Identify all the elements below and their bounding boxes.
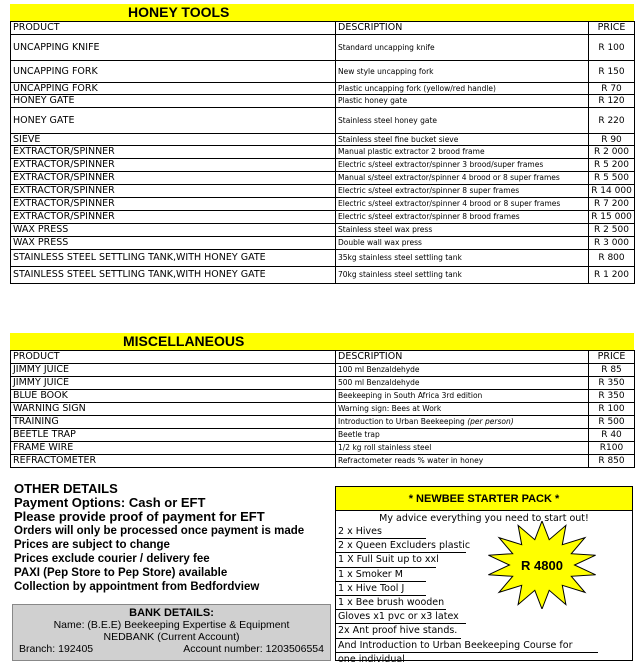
description-text: Beetle trap <box>338 430 380 439</box>
table-row <box>11 211 635 224</box>
miscellaneous-banner <box>10 333 634 350</box>
bank-details <box>12 604 331 661</box>
price-cell: R 800 <box>589 250 635 267</box>
table-row <box>11 35 635 61</box>
starter-pack-item: And Introduction to Urban Beekeeping Course for <box>336 639 598 653</box>
description-cell <box>336 390 589 403</box>
table-header-row <box>11 22 635 35</box>
starter-pack-item: one individual <box>338 653 405 665</box>
bank-branch: Branch: 192405 <box>19 643 94 655</box>
description-text: Introduction to Urban Beekeeping <box>338 417 465 426</box>
description-text: Refractometer reads % water in honey <box>338 456 484 465</box>
bank-details-title: BANK DETAILS: <box>129 607 214 619</box>
description-text: Manual s/steel extractor/spinner 4 brood or 8 super frames <box>338 173 560 182</box>
description-text: 1/2 kg roll stainless steel <box>338 443 432 452</box>
description-cell <box>336 198 589 211</box>
column-header: PRICE <box>589 22 635 35</box>
description-text: Warning sign: Bees at Work <box>338 404 442 413</box>
courier-fee-note: Prices exclude courier / delivery fee <box>14 553 210 565</box>
price-cell: R 350 <box>589 377 635 390</box>
description-text: 35kg stainless steel settling tank <box>338 253 462 262</box>
price-cell: R 85 <box>589 364 635 377</box>
table-row <box>11 185 635 198</box>
price-cell: R 2 000 <box>589 146 635 159</box>
description-text: 100 ml Benzaldehyde <box>338 365 420 374</box>
price-cell: R 2 500 <box>589 224 635 237</box>
table-header-row <box>11 351 635 364</box>
description-cell <box>336 211 589 224</box>
description-cell <box>336 224 589 237</box>
description-cell <box>336 61 589 83</box>
product-cell: EXTRACTOR/SPINNER <box>11 159 336 172</box>
product-cell: JIMMY JUICE <box>11 377 336 390</box>
table-row <box>11 83 635 95</box>
table-row <box>11 95 635 108</box>
bank-account-number: Account number: 1203506554 <box>183 643 324 655</box>
description-note: (per person) <box>467 417 514 426</box>
description-cell <box>336 416 589 429</box>
description-text: New style uncapping fork <box>338 66 434 76</box>
other-details <box>14 482 334 594</box>
table-row <box>11 364 635 377</box>
description-text: Electric s/steel extractor/spinner 8 brood frames <box>338 212 520 221</box>
description-cell <box>336 35 589 61</box>
description-cell <box>336 159 589 172</box>
description-text: Plastic uncapping fork (yellow/red handle) <box>338 83 496 93</box>
price-cell: R 500 <box>589 416 635 429</box>
product-cell: EXTRACTOR/SPINNER <box>11 211 336 224</box>
table-row <box>11 61 635 83</box>
price-cell: R 5 500 <box>589 172 635 185</box>
table-row <box>11 108 635 134</box>
price-cell: R 120 <box>589 95 635 108</box>
column-header: PRODUCT <box>11 22 336 35</box>
payment-options: Payment Options: Cash or EFT <box>14 495 206 510</box>
starter-pack-item: 2 x Hives <box>336 525 426 539</box>
table-row <box>11 237 635 250</box>
product-cell: HONEY GATE <box>11 108 336 134</box>
table-row <box>11 442 635 455</box>
starter-pack-subtitle: My advice everything you need to start out! <box>379 513 589 524</box>
column-header: DESCRIPTION <box>336 351 589 364</box>
description-text: 500 ml Benzaldehyde <box>338 378 420 387</box>
table-row <box>11 455 635 468</box>
starter-pack-item: 1 x Hive Tool J <box>336 582 426 596</box>
description-text: Stainless steel honey gate <box>338 115 438 125</box>
orders-processing-note: Orders will only be processed once payment is made <box>14 525 305 537</box>
prices-change-note: Prices are subject to change <box>14 539 170 551</box>
proof-of-payment-note: Please provide proof of payment for EFT <box>14 509 265 524</box>
product-cell: EXTRACTOR/SPINNER <box>11 198 336 211</box>
table-row <box>11 146 635 159</box>
price-cell: R 100 <box>589 403 635 416</box>
starter-pack-item: 1 x Bee brush wooden <box>336 596 446 610</box>
table-row <box>11 250 635 267</box>
starter-pack-item: 2 x Queen Excluders plastic <box>336 539 466 553</box>
description-cell <box>336 403 589 416</box>
table-row <box>11 134 635 146</box>
paxi-note: PAXI (Pep Store to Pep Store) available <box>14 567 228 579</box>
product-cell: SIEVE <box>11 134 336 146</box>
product-cell: HONEY GATE <box>11 95 336 108</box>
miscellaneous-table <box>10 350 635 468</box>
description-cell <box>336 364 589 377</box>
product-cell: BEETLE TRAP <box>11 429 336 442</box>
description-text: Manual plastic extractor 2 brood frame <box>338 147 485 156</box>
description-cell <box>336 267 589 284</box>
description-text: Plastic honey gate <box>338 96 408 105</box>
price-cell: R 3 000 <box>589 237 635 250</box>
description-cell <box>336 172 589 185</box>
price-cell: R 850 <box>589 455 635 468</box>
price-cell: R 150 <box>589 61 635 83</box>
table-row <box>11 416 635 429</box>
description-cell <box>336 237 589 250</box>
starter-pack-item: Gloves x1 pvc or x3 latex <box>336 610 466 624</box>
description-text: Beekeeping in South Africa 3rd edition <box>338 391 483 400</box>
description-cell <box>336 429 589 442</box>
product-cell: STAINLESS STEEL SETTLING TANK,WITH HONEY GATE <box>11 267 336 284</box>
product-cell: UNCAPPING FORK <box>11 61 336 83</box>
description-cell <box>336 250 589 267</box>
product-cell: FRAME WIRE <box>11 442 336 455</box>
price-cell: R 350 <box>589 390 635 403</box>
price-cell: R 5 200 <box>589 159 635 172</box>
product-cell: UNCAPPING FORK <box>11 83 336 95</box>
price-cell: R 70 <box>589 83 635 95</box>
table-row <box>11 224 635 237</box>
price-cell: R 90 <box>589 134 635 146</box>
product-cell: REFRACTOMETER <box>11 455 336 468</box>
description-text: Stainless steel fine bucket sieve <box>338 134 459 144</box>
description-cell <box>336 83 589 95</box>
table-row <box>11 429 635 442</box>
product-cell: EXTRACTOR/SPINNER <box>11 185 336 198</box>
price-cell: R 14 000 <box>589 185 635 198</box>
product-cell: EXTRACTOR/SPINNER <box>11 146 336 159</box>
table-row <box>11 172 635 185</box>
description-cell <box>336 442 589 455</box>
description-cell <box>336 146 589 159</box>
price-cell: R 15 000 <box>589 211 635 224</box>
description-cell <box>336 185 589 198</box>
table-row <box>11 390 635 403</box>
column-header: PRODUCT <box>11 351 336 364</box>
product-cell: STAINLESS STEEL SETTLING TANK,WITH HONEY GATE <box>11 250 336 267</box>
miscellaneous-title: MISCELLANEOUS <box>123 333 245 349</box>
description-cell <box>336 108 589 134</box>
table-row <box>11 403 635 416</box>
honey-tools-title: HONEY TOOLS <box>128 4 230 20</box>
description-cell <box>336 134 589 146</box>
product-cell: WAX PRESS <box>11 237 336 250</box>
description-text: Stainless steel wax press <box>338 225 433 234</box>
description-cell <box>336 95 589 108</box>
starter-pack-title: * NEWBEE STARTER PACK * <box>336 487 632 511</box>
honey-tools-banner <box>10 4 634 21</box>
price-cell: R 40 <box>589 429 635 442</box>
product-cell: JIMMY JUICE <box>11 364 336 377</box>
description-text: Standard uncapping knife <box>338 42 435 52</box>
bank-account-name: Name: (B.E.E) Beekeeping Expertise & Equipment <box>53 619 290 631</box>
starter-pack-item: 1 x Smoker M <box>336 568 426 582</box>
description-cell <box>336 377 589 390</box>
starter-pack-item: 2x Ant proof hive stands. <box>336 624 461 638</box>
starter-pack-item: 1 X Full Suit up to xxl <box>336 553 436 567</box>
product-cell: WAX PRESS <box>11 224 336 237</box>
price-cell: R 220 <box>589 108 635 134</box>
price-cell: R 1 200 <box>589 267 635 284</box>
column-header: PRICE <box>589 351 635 364</box>
description-cell <box>336 455 589 468</box>
column-header: DESCRIPTION <box>336 22 589 35</box>
table-row <box>11 198 635 211</box>
table-row <box>11 377 635 390</box>
table-row <box>11 267 635 284</box>
bank-name: NEDBANK (Current Account) <box>103 631 240 643</box>
price-cell: R 100 <box>589 35 635 61</box>
collection-note: Collection by appointment from Bedfordview <box>14 581 260 593</box>
product-cell: WARNING SIGN <box>11 403 336 416</box>
honey-tools-table <box>10 21 635 284</box>
starter-pack-box <box>335 486 633 665</box>
description-text: Double wall wax press <box>338 238 422 247</box>
product-cell: EXTRACTOR/SPINNER <box>11 172 336 185</box>
table-row <box>11 159 635 172</box>
description-text: Electric s/steel extractor/spinner 8 super frames <box>338 186 520 195</box>
price-cell: R 7 200 <box>589 198 635 211</box>
description-text: Electric s/steel extractor/spinner 3 brood/super frames <box>338 160 544 169</box>
product-cell: TRAINING <box>11 416 336 429</box>
price-cell: R100 <box>589 442 635 455</box>
description-text: Electric s/steel extractor/spinner 4 brood or 8 super frames <box>338 199 561 208</box>
product-cell: UNCAPPING KNIFE <box>11 35 336 61</box>
starter-pack-price: R 4800 <box>521 558 563 573</box>
description-text: 70kg stainless steel settling tank <box>338 270 462 279</box>
other-details-title: OTHER DETAILS <box>14 481 118 496</box>
product-cell: BLUE BOOK <box>11 390 336 403</box>
